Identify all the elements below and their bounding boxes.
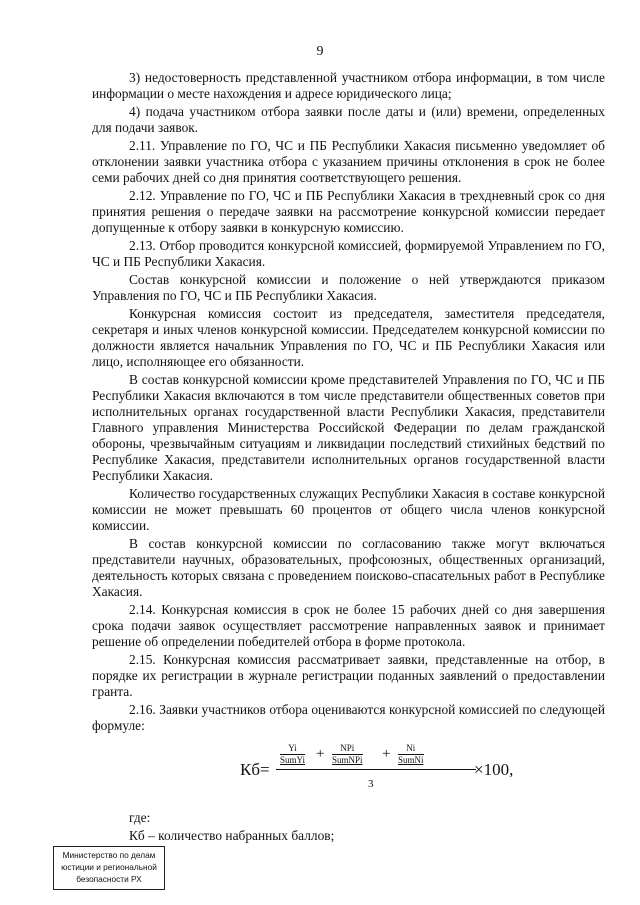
registration-stamp xyxy=(53,846,165,890)
formula-denominator: SumYi xyxy=(280,755,306,765)
paragraph: 3) недостоверность представленной участником отбора информации, в том числе информации о месте нахождения и адресе юридического лица; xyxy=(92,70,605,101)
formula-numerator: Yi xyxy=(288,743,297,753)
paragraph: В состав конкурсной комиссии по согласованию также могут включаться представители научных, образовательных, профсоюзных, общественных организаций, деятельность которых связана с проведением поисково-спасательных работ в Республике Хакасия. xyxy=(92,536,605,599)
paragraph: Конкурсная комиссия состоит из председателя, заместителя председателя, секретаря и иных членов конкурсной комиссии. Председателем конкурсной комиссии по должности является начальник Управления по ГО, ЧС и ПБ Республики Хакасия или лицо, исполняющее его обязанности. xyxy=(92,306,605,369)
where-label: где: xyxy=(129,810,151,825)
paragraph: 2.15. Конкурсная комиссия рассматривает заявки, представленные на отбор, в порядке их регистрации в журнале регистрации поданных заявлений о предоставлении гранта. xyxy=(92,652,605,699)
scoring-formula xyxy=(92,740,605,806)
paragraph: 2.14. Конкурсная комиссия в срок не более 15 рабочих дней со дня завершения срока подачи заявок осуществляет рассмотрение направленных заявок и принимает решение об определении победителей отбора в форме протокола. xyxy=(92,602,605,649)
formula-denominator: SumNPi xyxy=(332,755,363,765)
paragraph: Состав конкурсной комиссии и положение о ней утверждаются приказом Управления по ГО, ЧС и ПБ Республики Хакасия. xyxy=(92,272,605,303)
definition-kb: Кб – количество набранных баллов; xyxy=(129,828,335,843)
formula-fraction-bar xyxy=(276,769,476,770)
paragraph: Количество государственных служащих Республики Хакасия в составе конкурсной комиссии не может превышать 60 процентов от общего числа членов конкурсной комиссии. xyxy=(92,486,605,533)
formula-divisor: 3 xyxy=(368,778,374,790)
paragraph: 4) подача участником отбора заявки после даты и (или) времени, определенных для подачи заявок. xyxy=(92,104,605,135)
paragraph: 2.13. Отбор проводится конкурсной комиссией, формируемой Управлением по ГО, ЧС и ПБ Республики Хакасия. xyxy=(92,238,605,269)
paragraph: В состав конкурсной комиссии кроме представителей Управления по ГО, ЧС и ПБ Республики Хакасия включаются в том числе представители общественных советов при исполнительных органах государственной власти Республики Хакасия, представители Главного управления Министерства Российской Федерации по делам гражданской обороны, чрезвычайным ситуациям и ликвидации последствий стихийных бедствий по Республике Хакасия, представители исполнительных органов государственной власти Республики Хакасия. xyxy=(92,372,605,483)
formula-term-n xyxy=(398,743,424,766)
paragraph: 2.16. Заявки участников отбора оцениваются конкурсной комиссией по следующей формуле: xyxy=(92,702,605,733)
stamp-line: Министерство по делам xyxy=(62,850,156,860)
stamp-line: безопасности РХ xyxy=(76,874,142,884)
formula-numerator: Ni xyxy=(406,743,416,753)
formula-term-np xyxy=(332,743,363,766)
paragraph: 2.11. Управление по ГО, ЧС и ПБ Республики Хакасия письменно уведомляет об отклонении заявки участника отбора с указанием причины отклонения в срок не более семи рабочих дней со дня принятия соответствующего решения. xyxy=(92,138,605,185)
formula-plus: + xyxy=(382,746,391,762)
formula-lhs: Кб= xyxy=(240,760,270,779)
formula-denominator: SumNi xyxy=(398,755,424,765)
formula-term-y xyxy=(280,743,305,766)
formula-plus: + xyxy=(316,746,325,762)
document-body xyxy=(92,70,605,846)
formula-multiplier: ×100, xyxy=(474,760,514,779)
page-number: 9 xyxy=(316,44,324,59)
stamp-line: юстиции и региональной xyxy=(61,862,157,872)
formula-numerator: NPi xyxy=(340,743,355,753)
paragraph: 2.12. Управление по ГО, ЧС и ПБ Республики Хакасия в трехдневный срок со дня принятия решения о передаче заявки на рассмотрение конкурсной комиссии передает допущенные к отбору заявки в конкурсную комиссию. xyxy=(92,188,605,235)
